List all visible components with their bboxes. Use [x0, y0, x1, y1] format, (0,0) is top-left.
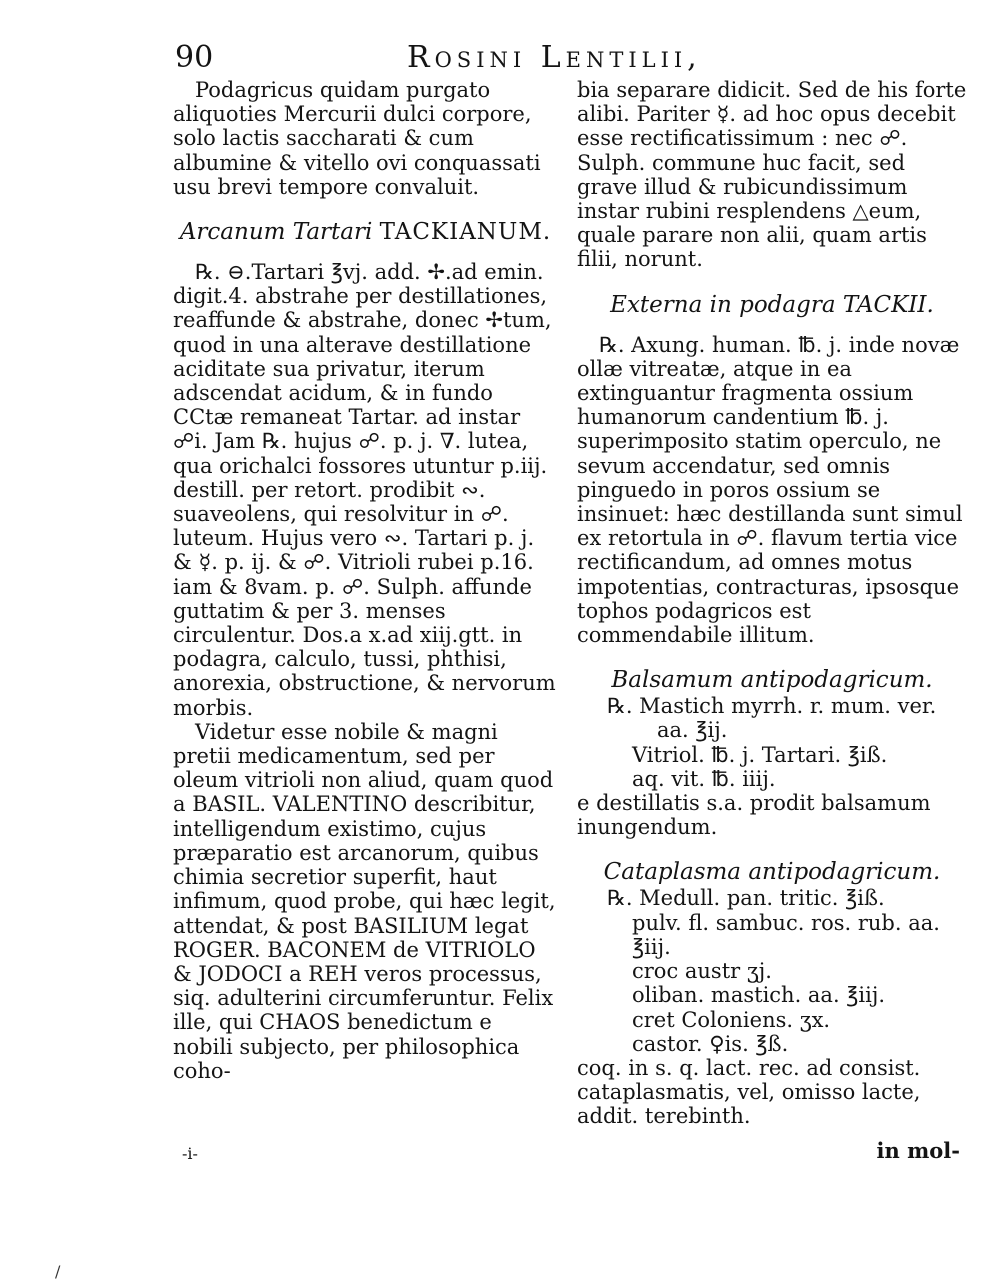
recipe-line: aq. vit. ℔. iiij. — [632, 766, 776, 791]
page-number: 90 — [175, 40, 214, 75]
paragraph-videtur: Videtur esse nobile & magni pretii medicamentum, sed per oleum vitrioli non aliud, quam quod a BASIL. VALENTINO describitur, intelligendum existimo, cujus præparatio est arcanorum, quibus chimia secretior superfit, haut infimum, quod probe, qui hæc legit, attendat, & post BASILIUM legat ROGER. BACONEM de VITRIOLO & JODOCI a REH veros processus, siq. adulterini circumferuntur. Felix ille, qui CHAOS benedictum e nobili subjecto, per philosophica coho- — [173, 719, 556, 1083]
paragraph-coquantur: coq. in s. q. lact. rec. ad consist. cataplasmatis, vel, omisso lacte, addit. terebinth. — [577, 1055, 921, 1129]
stray-mark: / — [55, 1262, 61, 1281]
recipe-line: cret Coloniens. ʒx. — [632, 1007, 831, 1032]
heading-cataplasma: Cataplasma antipodagricum. — [603, 859, 941, 886]
heading-arcanum-caps: TACKIANUM. — [379, 219, 552, 246]
recipe-line: croc austr ʒj. — [632, 959, 772, 984]
paragraph-recipe-tartari: ℞. ⊖.Tartari ℥vj. add. ✢.ad emin. digit.4. abstrahe per destillationes, reaffunde & abstrahe, donec ✢tum, quod in una alterave destillatione aciditate sua privatur, iterum adscendat acidum, & in fundo CCtæ remaneat Tartar. ad instar ☍i. Jam ℞. hujus ☍. p. j. ∇. lutea, qua orichalci fossores utuntur p.iij. destill. per retort. prodibit ∾. suaveolens, qui resolvitur in ☍. luteum. Hujus vero ∾. Tartari p. j. & ☿. p. ij. & ☍. Vitrioli rubei p.16. iam & 8vam. p. ☍. Sulph. affunde guttatim & per 3. menses circulentur. Dos.a x.ad xiij.gtt. in podagra, calculo, tussi, phthisi, anorexia, obstructione, & nervorum morbis. — [173, 260, 556, 720]
recipe-line: castor. ♀is. ℥ß. — [632, 1031, 789, 1056]
recipe-line: ℞. Medull. pan. tritic. ℥iß. — [607, 886, 885, 911]
recipe-line: oliban. mastich. aa. ℥iij. — [632, 983, 886, 1008]
recipe-line: pulv. fl. sambuc. ros. rub. aa. ℥iij. — [632, 910, 940, 959]
paragraph-axungia: ℞. Axung. human. ℔. j. inde novæ ollæ vitreatæ, atque in ea extinguantur fragmenta ossium humanorum candentium ℔. j. superimposito statim operculo, ne sevum accendatur, sed omnis pinguedo in poros ossium se insinuet: hæc destillanda sunt simul ex retortula in ☍. flavum tertia vice rectificandum, ad omnes motus impotentias, contracturas, ipsosque tophos podagricos est commendabile illitum. — [577, 332, 963, 648]
running-title: Rosini Lentilii, — [407, 40, 702, 75]
heading-arcanum-tartari — [173, 219, 558, 246]
left-column — [173, 78, 558, 1083]
paragraph-podagricus: Podagricus quidam purgato aliquoties Mercurii dulci corpore, solo lactis saccharati & cum albumine & vitello ovi conquassati usu brevi tempore convaluit. — [173, 78, 541, 199]
paragraph-destillatis: e destillatis s.a. prodit balsamum inungendum. — [577, 791, 931, 840]
right-column — [577, 78, 967, 1129]
paragraph-continuation: bia separare didicit. Sed de his forte alibi. Pariter ☿. ad hoc opus decebit esse rectificatissimum : nec ☍. Sulph. commune huc facit, sed grave illud & rubicundissimum instar rubini resplendens △eum, quale parare non alii, quam artis filii, norunt. — [577, 78, 967, 272]
recipe-line: Vitriol. ℔. j. Tartari. ℥iß. — [632, 742, 888, 767]
catchword: in mol- — [876, 1138, 960, 1163]
recipe-line: ℞. Mastich myrrh. r. mum. ver. — [607, 694, 937, 719]
heading-balsamum: Balsamum antipodagricum. — [611, 667, 933, 694]
signature-mark: -i- — [182, 1144, 198, 1163]
recipe-line: aa. ℥ij. — [657, 718, 728, 743]
heading-externa: Externa in podagra TACKII. — [610, 291, 934, 318]
heading-arcanum-italic: Arcanum Tartari — [179, 219, 373, 246]
running-head — [175, 40, 965, 76]
